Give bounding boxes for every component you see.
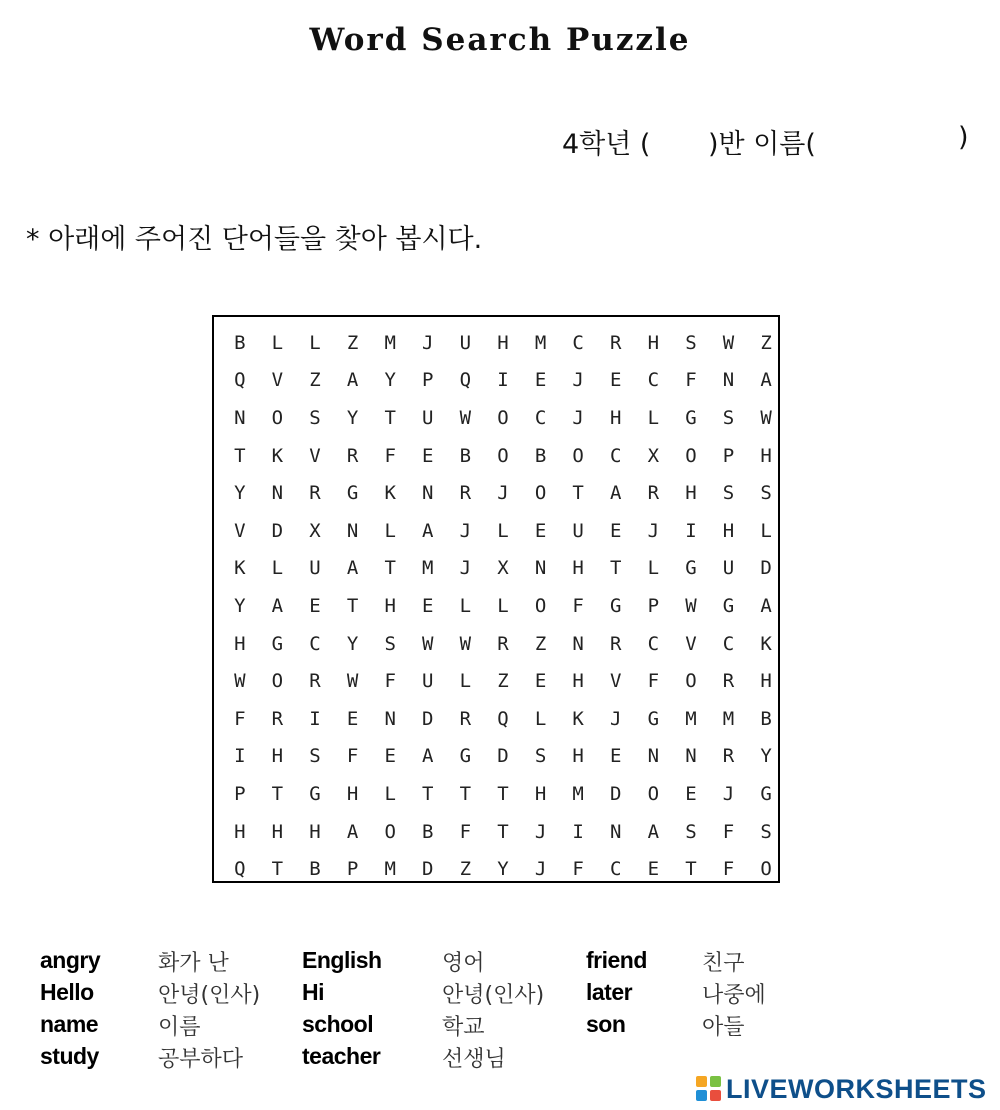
grid-cell: G <box>647 707 660 730</box>
grid-cell: W <box>346 670 359 693</box>
grid-cell: U <box>422 670 434 693</box>
grid-cell: E <box>346 707 359 730</box>
grid-cell: U <box>309 557 321 580</box>
grid-cell: V <box>234 519 246 542</box>
grid-cell: M <box>534 331 547 354</box>
grid-cell: H <box>271 820 284 843</box>
grid-cell: R <box>309 670 321 693</box>
grid-cell: E <box>534 369 547 392</box>
grid-cell: Y <box>384 369 396 392</box>
grid-cell: Y <box>346 406 359 429</box>
grid-cell: F <box>572 858 584 881</box>
vocab-english-word: friend <box>586 947 647 973</box>
grid-cell: Q <box>459 369 472 392</box>
grid-cell: S <box>534 745 547 768</box>
grid-cell: E <box>534 519 547 542</box>
grid-cell: P <box>647 594 660 617</box>
grid-cell: T <box>610 557 622 580</box>
grid-cell: T <box>572 482 584 505</box>
grid-cell: J <box>647 519 660 542</box>
grid-cell: X <box>647 444 660 467</box>
grid-cell: F <box>722 820 735 843</box>
grid-cell: L <box>271 557 284 580</box>
grid-cell: M <box>685 707 697 730</box>
grid-cell: V <box>610 670 622 693</box>
grid-cell: E <box>610 519 622 542</box>
grid-cell: N <box>610 820 622 843</box>
grid-cell: L <box>271 331 284 354</box>
grid-cell: O <box>384 820 396 843</box>
grid-cell: L <box>647 557 660 580</box>
grid-cell: L <box>534 707 547 730</box>
grid-cell: H <box>384 594 396 617</box>
grid-cell: H <box>722 519 735 542</box>
grid-cell: A <box>610 482 622 505</box>
grid-cell: A <box>647 820 660 843</box>
grid-cell: Z <box>760 331 772 354</box>
grid-cell: M <box>722 707 735 730</box>
grid-cell: Z <box>309 369 321 392</box>
grid-cell: O <box>534 482 547 505</box>
vocab-korean-meaning: 나중에 <box>702 983 766 1008</box>
grid-cell: T <box>271 782 284 805</box>
grid-cell: M <box>572 782 584 805</box>
grid-cell: J <box>610 707 622 730</box>
grid-cell: C <box>647 632 660 655</box>
grid-cell: H <box>685 482 697 505</box>
grid-cell: J <box>572 406 584 429</box>
grid-cell: T <box>497 820 509 843</box>
grid-cell: Y <box>234 482 246 505</box>
grid-cell: O <box>685 670 697 693</box>
grid-cell: Y <box>760 745 772 768</box>
grid-cell: M <box>384 331 396 354</box>
grid-cell: O <box>497 444 509 467</box>
vocab-korean-meaning: 선생님 <box>442 1047 506 1072</box>
grid-cell: S <box>685 820 697 843</box>
grid-cell: F <box>647 670 660 693</box>
grid-cell: N <box>234 406 246 429</box>
grid-cell: T <box>384 557 396 580</box>
grid-cell: V <box>271 369 284 392</box>
grid-cell: I <box>572 820 584 843</box>
vocab-english-word: English <box>302 947 382 973</box>
grid-cell: S <box>760 482 772 505</box>
grid-cell: I <box>497 369 509 392</box>
grid-cell: L <box>309 331 321 354</box>
grid-cell: A <box>422 519 434 542</box>
vocab-korean-meaning: 학교 <box>442 1015 485 1040</box>
grid-cell: S <box>309 745 321 768</box>
grid-cell: O <box>647 782 660 805</box>
grid-cell: O <box>760 858 772 881</box>
grid-cell: E <box>422 444 434 467</box>
grid-cell: F <box>384 670 396 693</box>
grid-cell: R <box>610 331 622 354</box>
grid-cell: C <box>610 858 622 881</box>
grid-cell: F <box>346 745 359 768</box>
grid-cell: E <box>647 858 660 881</box>
vocab-korean-meaning: 친구 <box>702 951 745 976</box>
grid-cell: K <box>760 632 772 655</box>
grid-cell: R <box>722 670 735 693</box>
page-title: Word Search Puzzle <box>309 22 691 58</box>
grid-cell: L <box>647 406 660 429</box>
grid-cell: N <box>346 519 359 542</box>
grid-cell: J <box>534 858 547 881</box>
grid-cell: R <box>722 745 735 768</box>
grid-cell: C <box>610 444 622 467</box>
grid-cell: R <box>459 707 472 730</box>
grid-cell: B <box>760 707 772 730</box>
grid-cell: U <box>459 331 472 354</box>
grid-cell: H <box>234 820 246 843</box>
grid-cell: R <box>459 482 472 505</box>
letter-grid <box>221 324 785 888</box>
grid-cell: C <box>647 369 660 392</box>
grid-cell: A <box>422 745 434 768</box>
vocab-english-word: Hello <box>40 979 94 1005</box>
grid-cell: H <box>234 632 246 655</box>
grid-cell: S <box>384 632 396 655</box>
grid-cell: H <box>534 782 547 805</box>
grid-cell: Q <box>234 369 246 392</box>
grid-cell: N <box>422 482 434 505</box>
grid-cell: G <box>610 594 622 617</box>
grid-cell: T <box>685 858 697 881</box>
vocab-korean-meaning: 아들 <box>702 1015 745 1040</box>
vocab-korean-meaning: 화가 난 <box>158 951 229 976</box>
grid-cell: H <box>760 670 772 693</box>
grid-cell: K <box>271 444 284 467</box>
grid-cell: D <box>271 519 284 542</box>
grid-cell: A <box>760 369 772 392</box>
grid-cell: O <box>685 444 697 467</box>
grid-cell: N <box>647 745 660 768</box>
grid-cell: I <box>685 519 697 542</box>
grid-cell: Z <box>497 670 509 693</box>
grid-cell: D <box>497 745 509 768</box>
grid-cell: E <box>309 594 321 617</box>
grid-cell: N <box>271 482 284 505</box>
grid-cell: U <box>572 519 584 542</box>
closing-paren: ) <box>958 122 969 153</box>
grid-cell: H <box>346 782 359 805</box>
grid-cell: N <box>534 557 547 580</box>
grid-cell: R <box>610 632 622 655</box>
grid-cell: F <box>685 369 697 392</box>
grid-cell: K <box>572 707 584 730</box>
grid-cell: N <box>572 632 584 655</box>
grid-cell: B <box>309 858 321 881</box>
grid-cell: R <box>497 632 509 655</box>
name-class-line <box>560 122 980 162</box>
vocab-english-word: Hi <box>302 979 324 1005</box>
logo-text: LIVEWORKSHEETS <box>726 1073 987 1104</box>
grid-cell: I <box>309 707 321 730</box>
grid-cell: T <box>271 858 284 881</box>
grid-cell: A <box>346 369 359 392</box>
grid-cell: W <box>234 670 246 693</box>
grid-cell: E <box>422 594 434 617</box>
vocab-korean-meaning: 영어 <box>442 951 485 976</box>
grid-cell: L <box>497 594 509 617</box>
grid-cell: F <box>722 858 735 881</box>
grid-cell: H <box>572 670 584 693</box>
grid-cell: W <box>459 406 472 429</box>
grid-cell: J <box>459 519 472 542</box>
grid-cell: G <box>760 782 772 805</box>
class-name-label: )반 이름( <box>708 129 816 160</box>
grid-cell: S <box>760 820 772 843</box>
grid-cell: Y <box>346 632 359 655</box>
vocab-korean-meaning: 안녕(인사) <box>442 983 545 1008</box>
word-search-grid <box>212 315 780 883</box>
grid-cell: L <box>497 519 509 542</box>
grid-cell: H <box>572 557 584 580</box>
grid-cell: M <box>422 557 434 580</box>
grid-cell: F <box>572 594 584 617</box>
grid-cell: F <box>459 820 472 843</box>
vocab-english-word: teacher <box>302 1043 381 1069</box>
grid-cell: J <box>534 820 547 843</box>
grid-cell: A <box>346 820 359 843</box>
grid-cell: W <box>685 594 697 617</box>
vocab-korean-meaning: 이름 <box>158 1015 201 1040</box>
grid-cell: W <box>422 632 434 655</box>
grid-cell: Q <box>497 707 509 730</box>
grid-cell: H <box>271 745 284 768</box>
vocab-english-word: name <box>40 1011 99 1037</box>
vocab-korean-meaning: 안녕(인사) <box>158 983 261 1008</box>
grid-cell: U <box>722 557 735 580</box>
grid-cell: C <box>309 632 321 655</box>
grid-cell: N <box>384 707 396 730</box>
grid-cell: G <box>685 406 697 429</box>
grid-cell: J <box>572 369 584 392</box>
grid-cell: U <box>422 406 434 429</box>
grid-cell: D <box>760 557 772 580</box>
grid-cell: D <box>610 782 622 805</box>
grid-cell: E <box>610 745 622 768</box>
grid-cell: J <box>722 782 735 805</box>
grid-cell: L <box>459 594 472 617</box>
vocab-english-word: later <box>586 979 633 1005</box>
grid-cell: N <box>685 745 697 768</box>
grid-cell: T <box>384 406 396 429</box>
grid-cell: D <box>422 707 434 730</box>
grid-cell: Z <box>459 858 472 881</box>
grid-cell: T <box>346 594 359 617</box>
vocab-korean-meaning: 공부하다 <box>158 1047 244 1072</box>
grid-cell: T <box>422 782 434 805</box>
grid-cell: G <box>685 557 697 580</box>
grid-cell: L <box>384 782 396 805</box>
grid-cell: A <box>346 557 359 580</box>
grid-cell: W <box>760 406 772 429</box>
grid-cell: R <box>647 482 660 505</box>
grid-cell: S <box>722 406 735 429</box>
grid-cell: E <box>384 745 396 768</box>
grid-cell: P <box>346 858 359 881</box>
grid-cell: Z <box>346 331 359 354</box>
grid-cell: B <box>534 444 547 467</box>
vocab-english-word: son <box>586 1011 626 1037</box>
vocab-english-word: study <box>40 1043 99 1069</box>
grid-cell: P <box>422 369 434 392</box>
grid-cell: H <box>647 331 660 354</box>
grid-cell: N <box>722 369 735 392</box>
grid-cell: O <box>572 444 584 467</box>
grid-cell: G <box>309 782 321 805</box>
grid-cell: S <box>309 406 321 429</box>
grid-cell: A <box>271 594 284 617</box>
grade-label: 4학년 ( <box>562 129 651 160</box>
grid-cell: V <box>685 632 697 655</box>
vocab-english-word: angry <box>40 947 101 973</box>
grid-cell: H <box>572 745 584 768</box>
grid-cell: O <box>497 406 509 429</box>
grid-cell: H <box>760 444 772 467</box>
grid-cell: H <box>610 406 622 429</box>
grid-cell: P <box>234 782 246 805</box>
grid-cell: B <box>234 331 246 354</box>
grid-cell: L <box>459 670 472 693</box>
grid-cell: C <box>722 632 735 655</box>
grid-cell: G <box>346 482 359 505</box>
grid-cell: Y <box>234 594 246 617</box>
liveworksheets-logo-icon <box>696 1076 722 1102</box>
vocab-english-word: school <box>302 1011 374 1037</box>
grid-cell: Y <box>497 858 509 881</box>
grid-cell: L <box>760 519 772 542</box>
grid-cell: J <box>459 557 472 580</box>
grid-cell: J <box>422 331 434 354</box>
grid-cell: H <box>497 331 509 354</box>
grid-cell: T <box>497 782 509 805</box>
grid-cell: Z <box>534 632 547 655</box>
grid-cell: O <box>271 406 284 429</box>
grid-cell: S <box>722 482 735 505</box>
grid-cell: A <box>760 594 772 617</box>
grid-cell: R <box>309 482 321 505</box>
grid-cell: E <box>610 369 622 392</box>
grid-cell: T <box>234 444 246 467</box>
grid-cell: M <box>384 858 396 881</box>
grid-cell: X <box>497 557 509 580</box>
grid-cell: C <box>572 331 584 354</box>
grid-cell: G <box>722 594 735 617</box>
grid-cell: R <box>346 444 359 467</box>
grid-cell: T <box>459 782 472 805</box>
grid-cell: L <box>384 519 396 542</box>
grid-cell: G <box>271 632 284 655</box>
grid-cell: B <box>459 444 472 467</box>
grid-cell: R <box>271 707 284 730</box>
grid-cell: I <box>234 745 246 768</box>
grid-cell: X <box>309 519 321 542</box>
instruction-text: * 아래에 주어진 단어들을 찾아 봅시다. <box>26 224 483 255</box>
grid-cell: V <box>309 444 321 467</box>
grid-cell: O <box>534 594 547 617</box>
grid-cell: G <box>459 745 472 768</box>
grid-cell: D <box>422 858 434 881</box>
grid-cell: J <box>497 482 509 505</box>
grid-cell: S <box>685 331 697 354</box>
grid-cell: P <box>722 444 735 467</box>
grid-cell: F <box>234 707 246 730</box>
grid-cell: K <box>384 482 396 505</box>
vocabulary-list <box>40 945 940 1075</box>
grid-cell: B <box>422 820 434 843</box>
grid-cell: K <box>234 557 246 580</box>
grid-cell: C <box>534 406 547 429</box>
grid-cell: W <box>459 632 472 655</box>
grid-cell: F <box>384 444 396 467</box>
grid-cell: E <box>685 782 697 805</box>
grid-cell: H <box>309 820 321 843</box>
grid-cell: Q <box>234 858 246 881</box>
grid-cell: O <box>271 670 284 693</box>
liveworksheets-logo <box>696 1072 987 1106</box>
grid-cell: W <box>722 331 735 354</box>
grid-cell: E <box>534 670 547 693</box>
